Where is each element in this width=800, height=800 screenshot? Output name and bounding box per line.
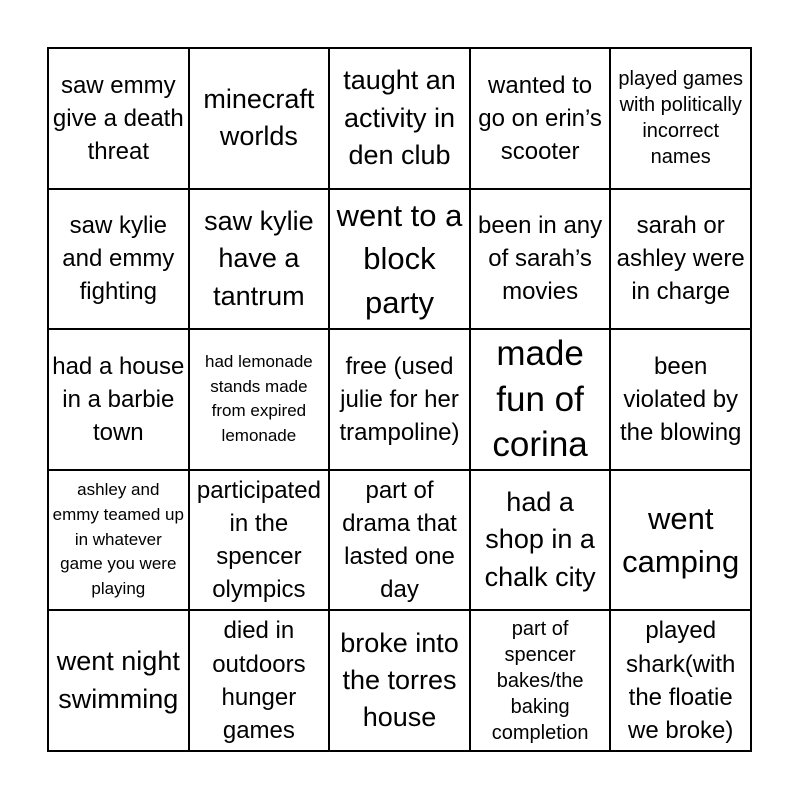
bingo-cell[interactable]	[189, 610, 330, 751]
bingo-cell-text: played games with politically incorrect names	[618, 68, 743, 169]
bingo-cell[interactable]	[610, 189, 751, 330]
bingo-cell[interactable]	[189, 48, 330, 189]
bingo-cell-text: ashley and emmy teamed up in whatever game you were playing	[52, 480, 184, 599]
bingo-cell-text: saw kylie have a tantrum	[204, 206, 314, 311]
bingo-cell-text: saw kylie and emmy fighting	[62, 212, 175, 306]
bingo-cell[interactable]	[189, 329, 330, 470]
bingo-cell-text: played shark(with the floatie we broke)	[626, 617, 736, 744]
bingo-cell-text: saw emmy give a death threat	[52, 71, 184, 165]
bingo-cell-text: free (used julie for her trampoline)	[339, 352, 460, 447]
bingo-cell-text: had lemonade stands made from expired lemonade	[205, 352, 313, 446]
bingo-cell-text: broke into the torres house	[340, 627, 459, 733]
bingo-cell[interactable]	[329, 470, 470, 611]
bingo-cell[interactable]	[470, 470, 611, 611]
bingo-cell-text: part of spencer bakes/the baking completion	[491, 617, 589, 744]
bingo-cell[interactable]	[48, 48, 189, 189]
bingo-cell[interactable]	[470, 610, 611, 751]
bingo-cell[interactable]	[610, 470, 751, 611]
bingo-cell[interactable]	[189, 189, 330, 330]
bingo-cell[interactable]	[189, 470, 330, 611]
bingo-cell-text: taught an activity in den club	[343, 65, 456, 170]
bingo-cell[interactable]	[329, 329, 470, 470]
bingo-cell-text: participated in the spencer olympics	[196, 476, 321, 604]
bingo-cell[interactable]	[610, 610, 751, 751]
bingo-cell[interactable]	[329, 189, 470, 330]
bingo-cell-text: went to a block party	[336, 197, 463, 320]
bingo-cell-text: been in any of sarah’s movies	[478, 212, 603, 306]
bingo-cell-text: had a house in a barbie town	[52, 352, 185, 447]
bingo-cell-text: went camping	[622, 500, 740, 580]
bingo-cell[interactable]	[610, 329, 751, 470]
bingo-cell[interactable]	[48, 470, 189, 611]
bingo-cell-text: went night swimming	[56, 646, 180, 714]
bingo-cell[interactable]	[470, 48, 611, 189]
bingo-cell-text: minecraft worlds	[203, 84, 315, 152]
bingo-cell[interactable]	[610, 48, 751, 189]
bingo-cell-text: made fun of corina	[492, 334, 588, 465]
bingo-cell-text: died in outdoors hunger games	[212, 617, 306, 744]
bingo-cell[interactable]	[48, 610, 189, 751]
bingo-cell[interactable]	[329, 48, 470, 189]
bingo-board	[47, 47, 752, 752]
bingo-cell-text: had a shop in a chalk city	[484, 487, 596, 592]
bingo-cell[interactable]	[48, 329, 189, 470]
bingo-cell-text: sarah or ashley were in charge	[616, 212, 745, 306]
bingo-cell-text: part of drama that lasted one day	[342, 476, 457, 604]
bingo-cell[interactable]	[48, 189, 189, 330]
bingo-cell-text: been violated by the blowing	[619, 352, 742, 447]
bingo-cell[interactable]	[329, 610, 470, 751]
bingo-cell[interactable]	[470, 189, 611, 330]
bingo-cell-text: wanted to go on erin’s scooter	[478, 71, 602, 165]
bingo-cell[interactable]	[470, 329, 611, 470]
